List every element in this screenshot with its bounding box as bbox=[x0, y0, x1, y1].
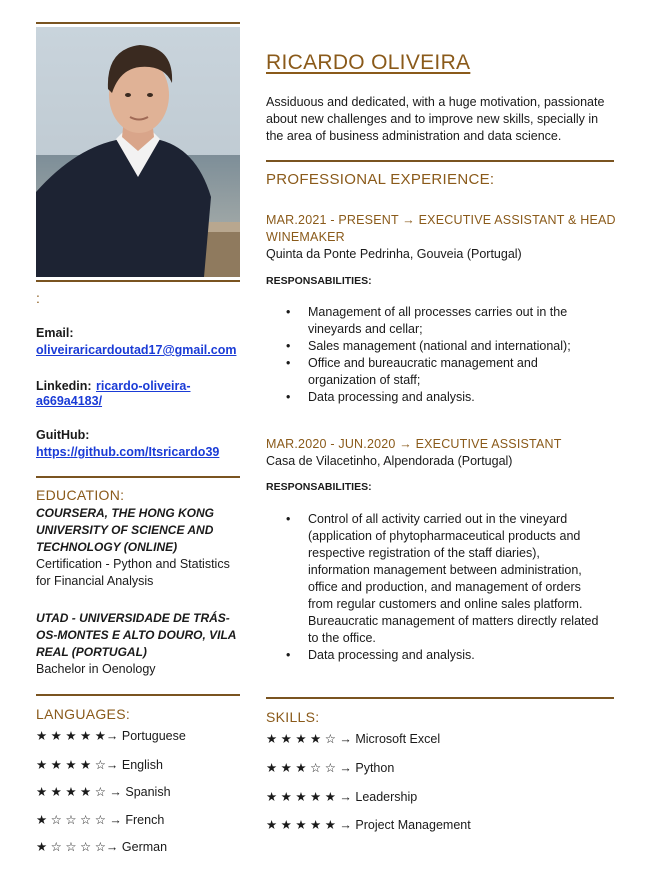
list-item bbox=[286, 511, 618, 647]
list-item-text: Office and bureaucratic management and bbox=[308, 356, 538, 370]
list-item-text: Sales management (national and international); bbox=[308, 339, 571, 353]
education-heading: EDUCATION: bbox=[36, 487, 125, 503]
candidate-name: RICARDO OLIVEIRA bbox=[266, 51, 471, 74]
job-title: MAR.2020 - JUN.2020 → EXECUTIVE ASSISTANT bbox=[266, 437, 562, 451]
list-item-text: Control of all activity carried out in the vineyard bbox=[308, 512, 568, 526]
list-item-text: Bureaucratic management of matters directly related bbox=[308, 614, 599, 628]
linkedin-label: Linkedin: bbox=[36, 379, 92, 393]
top-left-rule bbox=[36, 22, 240, 24]
skills-heading: SKILLS: bbox=[266, 709, 320, 725]
photo-bottom-rule bbox=[36, 280, 240, 282]
education-item-utad bbox=[36, 610, 240, 678]
skill-item: ★ ★ ★ ★ ★ → Project Management bbox=[266, 818, 471, 832]
education-school: UNIVERSITY OF SCIENCE AND bbox=[36, 523, 214, 537]
github-label: GuitHub: bbox=[36, 428, 90, 442]
language-item: ★ ★ ★ ★ ☆ → Spanish bbox=[36, 785, 171, 799]
job-entry bbox=[266, 436, 616, 470]
list-item bbox=[286, 389, 618, 406]
experience-heading: PROFESSIONAL EXPERIENCE: bbox=[266, 171, 495, 188]
language-item: ★ ☆ ☆ ☆ ☆ → French bbox=[36, 813, 165, 827]
list-item-text: office and production, and management of orders bbox=[308, 580, 581, 594]
job-title: WINEMAKER bbox=[266, 230, 345, 244]
languages-heading: LANGUAGES: bbox=[36, 706, 131, 722]
languages-rule bbox=[36, 694, 240, 696]
list-item-text: Data processing and analysis. bbox=[308, 390, 475, 404]
bullet-icon: • bbox=[286, 305, 291, 319]
list-item-text: Management of all processes carries out in the bbox=[308, 305, 568, 319]
job-entry bbox=[266, 212, 616, 263]
responsibilities-list bbox=[286, 511, 618, 664]
list-item bbox=[286, 647, 618, 664]
skills-rule bbox=[266, 697, 614, 699]
profile-summary: Assiduous and dedicated, with a huge motivation, passionate about new challenges and to improve new skills, specially in the area of business administration and data science. bbox=[266, 95, 605, 143]
list-item-text: from regular customers and online sales platform. bbox=[308, 597, 583, 611]
skill-item: ★ ★ ★ ★ ★ → Leadership bbox=[266, 790, 418, 804]
list-item bbox=[286, 355, 618, 389]
education-detail: Certification - Python and Statistics bbox=[36, 557, 230, 571]
job-company: Casa de Vilacetinho, Alpendorada (Portugal) bbox=[266, 454, 513, 468]
profile-photo bbox=[36, 27, 240, 277]
skill-item: ★ ★ ★ ★ ☆ → Microsoft Excel bbox=[266, 732, 441, 746]
job-title: MAR.2021 - PRESENT → EXECUTIVE ASSISTANT & HEAD bbox=[266, 213, 616, 227]
education-detail: Bachelor in Oenology bbox=[36, 662, 156, 676]
linkedin-line bbox=[36, 377, 191, 395]
list-item-text: to the office. bbox=[308, 631, 376, 645]
linkedin-link-cont[interactable]: a669a4183/ bbox=[36, 394, 103, 408]
contact-heading: : bbox=[36, 290, 41, 306]
bullet-icon: • bbox=[286, 648, 291, 662]
bullet-icon: • bbox=[286, 512, 291, 526]
email-label: Email: bbox=[36, 326, 74, 340]
education-school: TECHNOLOGY (ONLINE) bbox=[36, 540, 178, 554]
language-item: ★ ☆ ☆ ☆ ☆→ German bbox=[36, 840, 168, 854]
language-item: ★ ★ ★ ★ ★→ Portuguese bbox=[36, 729, 186, 743]
responsibilities-list bbox=[286, 304, 618, 406]
list-item-text: Data processing and analysis. bbox=[308, 648, 475, 662]
bullet-icon: • bbox=[286, 339, 291, 353]
list-item-text: information management between administration, bbox=[308, 563, 582, 577]
education-rule bbox=[36, 476, 240, 478]
bullet-icon: • bbox=[286, 356, 291, 370]
job-company: Quinta da Ponte Pedrinha, Gouveia (Portugal) bbox=[266, 247, 522, 261]
education-school: OS-MONTES E ALTO DOURO, VILA bbox=[36, 628, 237, 642]
bullet-icon: • bbox=[286, 390, 291, 404]
list-item-text: organization of staff; bbox=[308, 373, 421, 387]
education-school: COURSERA, THE HONG KONG bbox=[36, 506, 215, 520]
skill-item: ★ ★ ★ ☆ ☆ → Python bbox=[266, 761, 395, 775]
education-detail: for Financial Analysis bbox=[36, 574, 154, 588]
email-link[interactable]: oliveiraricardoutad17@gmail.com bbox=[36, 343, 237, 357]
list-item-text: (application of phytopharmaceutical products and bbox=[308, 529, 581, 543]
github-link[interactable]: https://github.com/Itsricardo39 bbox=[36, 445, 220, 459]
list-item-text: vineyards and cellar; bbox=[308, 322, 423, 336]
responsibilities-label: RESPONSABILITIES: bbox=[266, 481, 372, 493]
list-item bbox=[286, 338, 618, 355]
language-item: ★ ★ ★ ★ ☆→ English bbox=[36, 758, 163, 772]
education-school: UTAD - UNIVERSIDADE DE TRÁS- bbox=[36, 611, 230, 625]
list-item bbox=[286, 304, 618, 338]
experience-rule bbox=[266, 160, 614, 162]
education-school: REAL (PORTUGAL) bbox=[36, 645, 147, 659]
education-item-coursera bbox=[36, 505, 240, 590]
linkedin-link[interactable]: ricardo-oliveira- bbox=[96, 379, 191, 393]
responsibilities-label: RESPONSABILITIES: bbox=[266, 275, 372, 287]
list-item-text: respective registration of the staff diaries), bbox=[308, 546, 540, 560]
